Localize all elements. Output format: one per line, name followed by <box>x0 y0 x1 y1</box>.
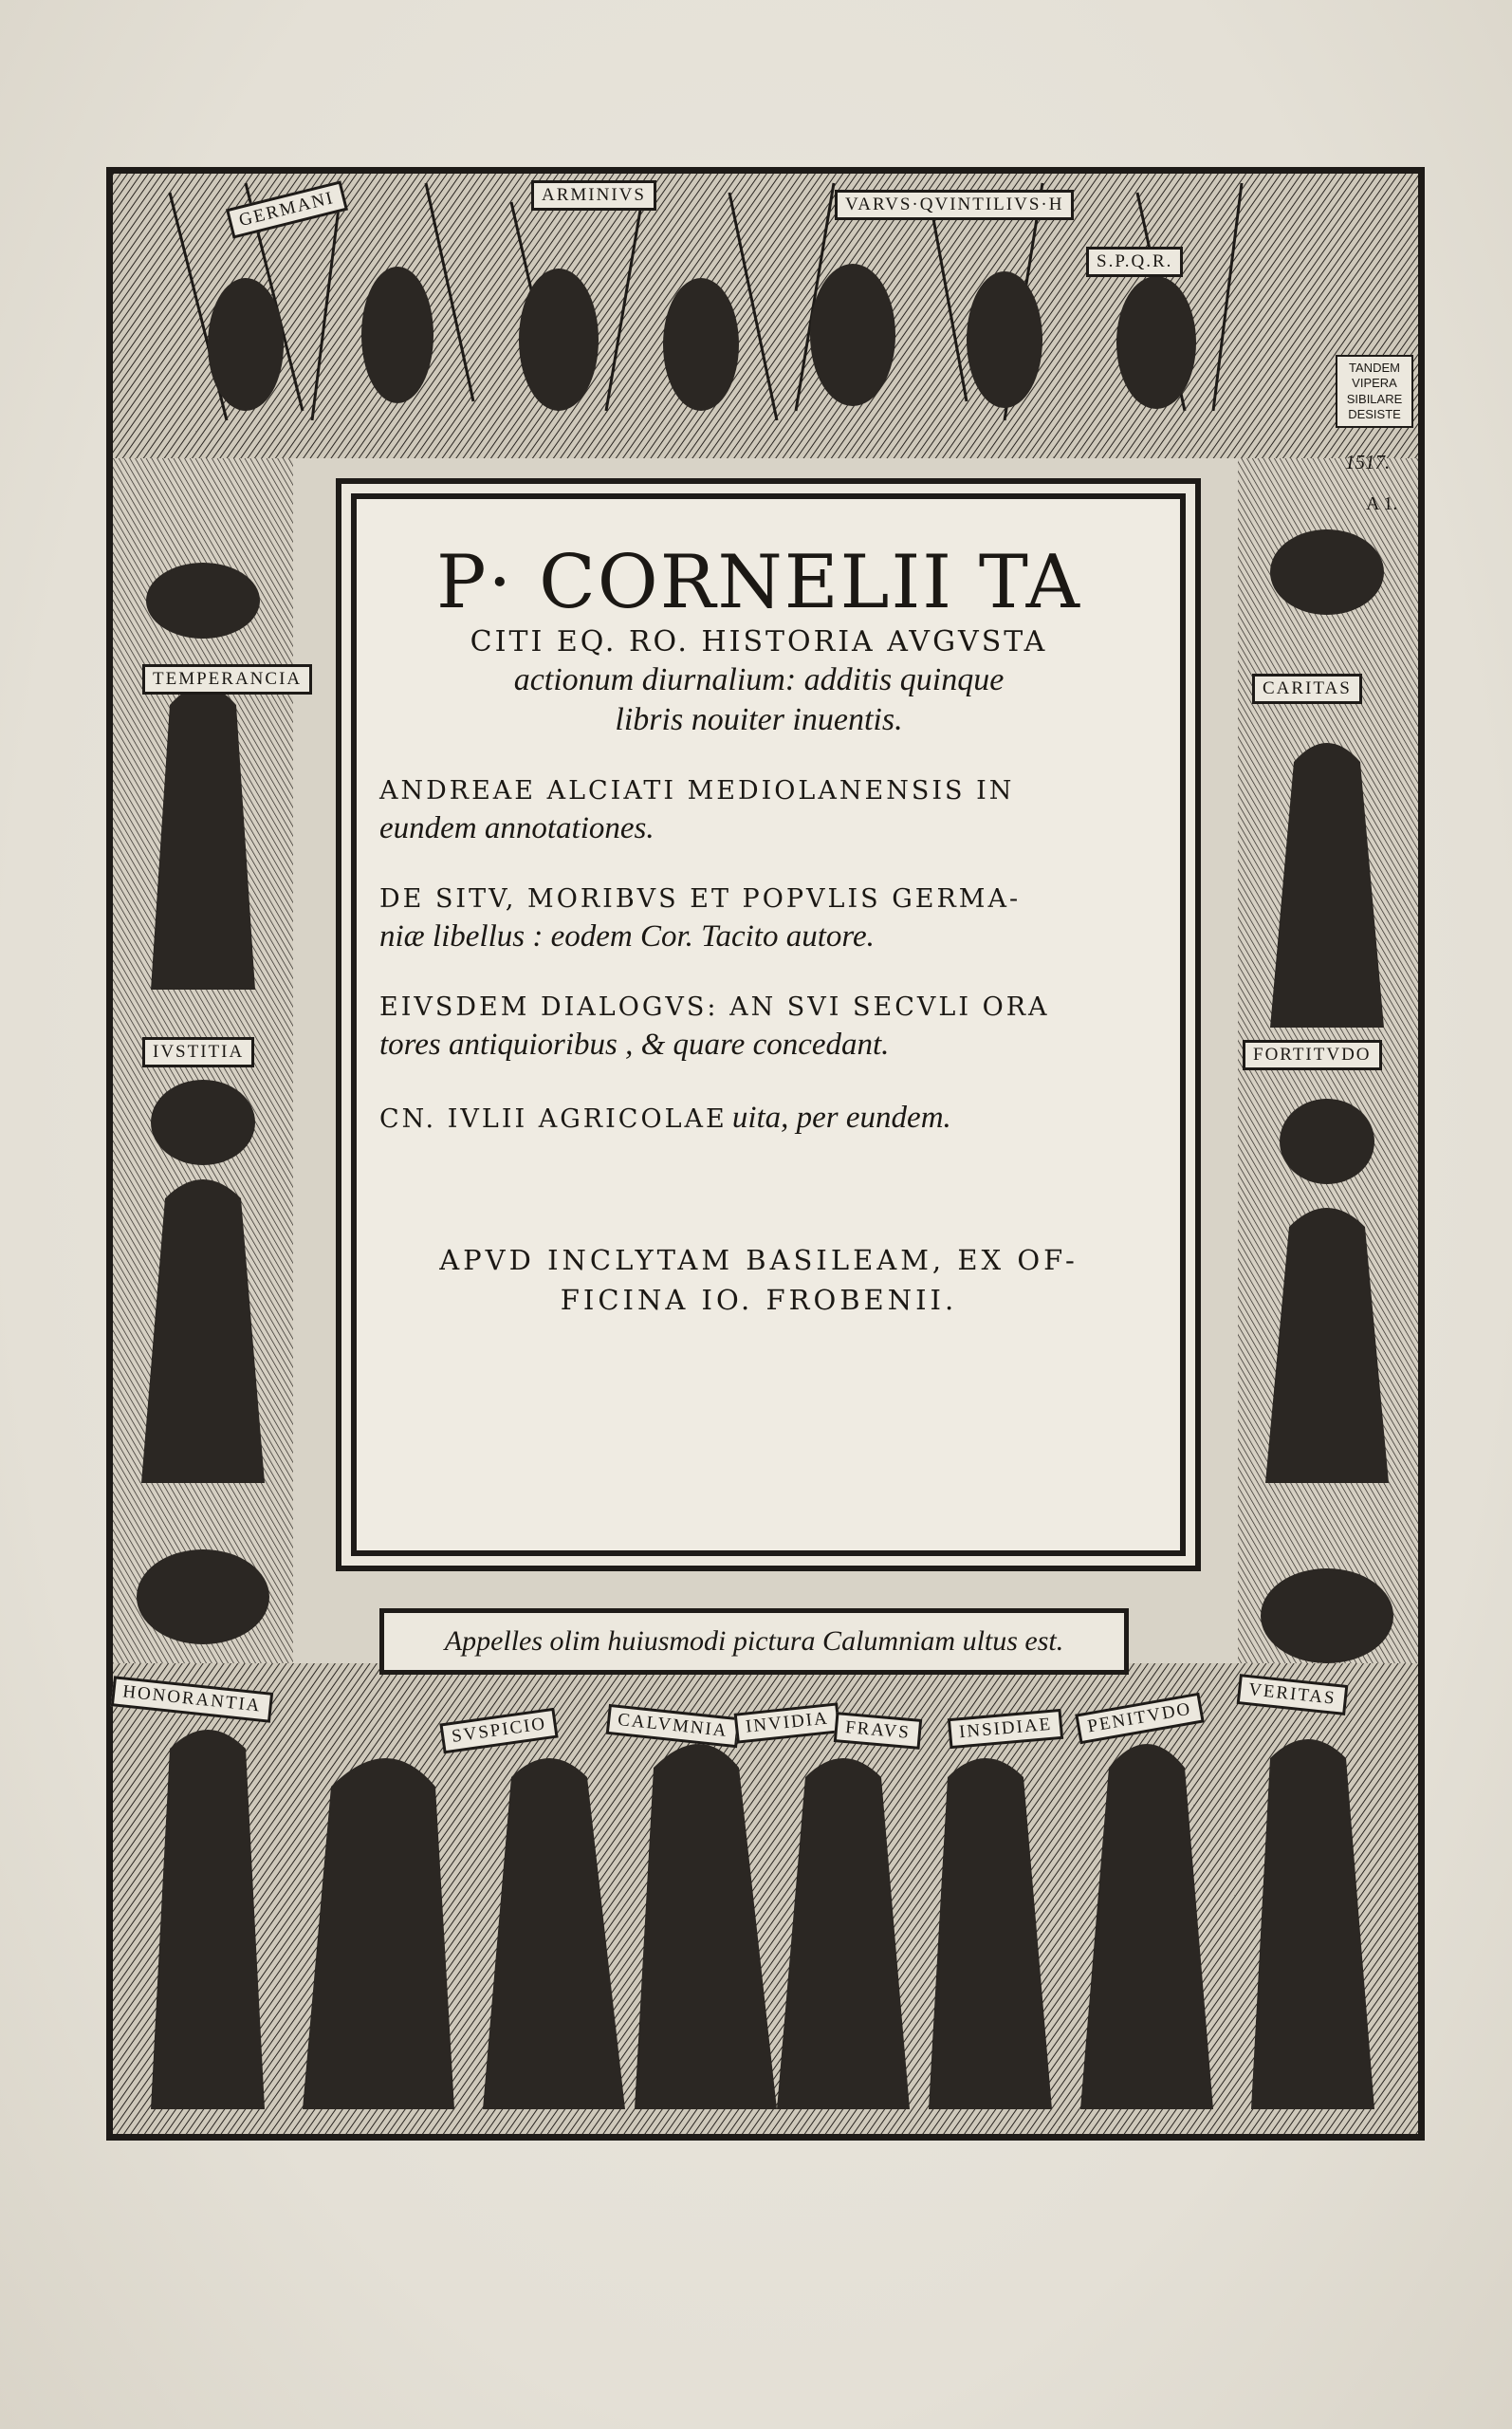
label-arminius: ARMINIVS <box>531 180 656 211</box>
entry-caps: EIVSDEM DIALOGVS: AN SVI SECVLI ORA <box>379 992 1050 1022</box>
label-fortitudo: FORTITVDO <box>1243 1040 1382 1070</box>
motto-tablet: TANDEM VIPERA SIBILARE DESISTE <box>1336 355 1413 428</box>
entry-caps: ANDREAE ALCIATI MEDIOLANENSIS IN <box>379 776 1015 806</box>
label-germani: GERMANI <box>226 180 348 238</box>
label-honorantia: HONORANTIA <box>111 1676 273 1722</box>
label-iustitia: IVSTITIA <box>142 1037 254 1067</box>
entry-cont: tores antiquioribus , & quare concedant. <box>379 1028 890 1062</box>
calumnia-scroll: Appelles olim huiusmodi pictura Calumniam ultus est. <box>379 1608 1129 1675</box>
entry-caps: CN. IVLII AGRICOLAE <box>379 1104 728 1134</box>
label-veritas: VERITAS <box>1237 1674 1348 1715</box>
entry-caps: DE SITV, MORIBVS ET POPVLIS GERMA- <box>379 884 1022 914</box>
label-insidiae: INSIDIAE <box>948 1709 1064 1749</box>
entry-cont: uita, per eundem. <box>731 1101 951 1135</box>
entry-dialogus <box>379 992 1138 1063</box>
label-suspicio: SVSPICIO <box>439 1708 559 1754</box>
title-main: P· CORNELII TA <box>436 540 1081 625</box>
label-fraus: FRAVS <box>834 1712 922 1750</box>
title-line-3: actionum diurnalium: additis quinque <box>513 662 1005 697</box>
entry-alciati <box>379 776 1138 846</box>
imprint-line-2: FICINA IO. FROBENII. <box>560 1284 958 1317</box>
title-subtitle: CITI EQ. RO. HISTORIA AVGVSTA <box>470 625 1048 658</box>
label-varus: VARVS·QVINTILIVS·H <box>835 190 1074 220</box>
entry-agricola <box>379 1101 1138 1136</box>
entry-germania <box>379 884 1138 955</box>
label-invidia: INVIDIA <box>734 1702 841 1743</box>
imprint-line-1: APVD INCLYTAM BASILEAM, EX OF- <box>439 1244 1079 1276</box>
title-text-block <box>379 540 1138 1320</box>
label-calumnia: CALVMNIA <box>606 1704 740 1748</box>
entry-cont: niæ libellus : eodem Cor. Tacito autore. <box>379 919 875 954</box>
year-mark: 1517. <box>1345 451 1391 473</box>
label-caritas: CARITAS <box>1252 674 1362 704</box>
label-temperantia: TEMPERANCIA <box>142 664 312 695</box>
signature-mark: A 1. <box>1366 493 1398 514</box>
title-line-4: libris nouiter inuentis. <box>615 702 903 737</box>
entry-cont: eundem annotationes. <box>379 811 655 845</box>
imprint <box>379 1240 1138 1320</box>
label-spqr: S.P.Q.R. <box>1086 247 1183 277</box>
label-penitudo: PENITVDO <box>1075 1693 1205 1745</box>
